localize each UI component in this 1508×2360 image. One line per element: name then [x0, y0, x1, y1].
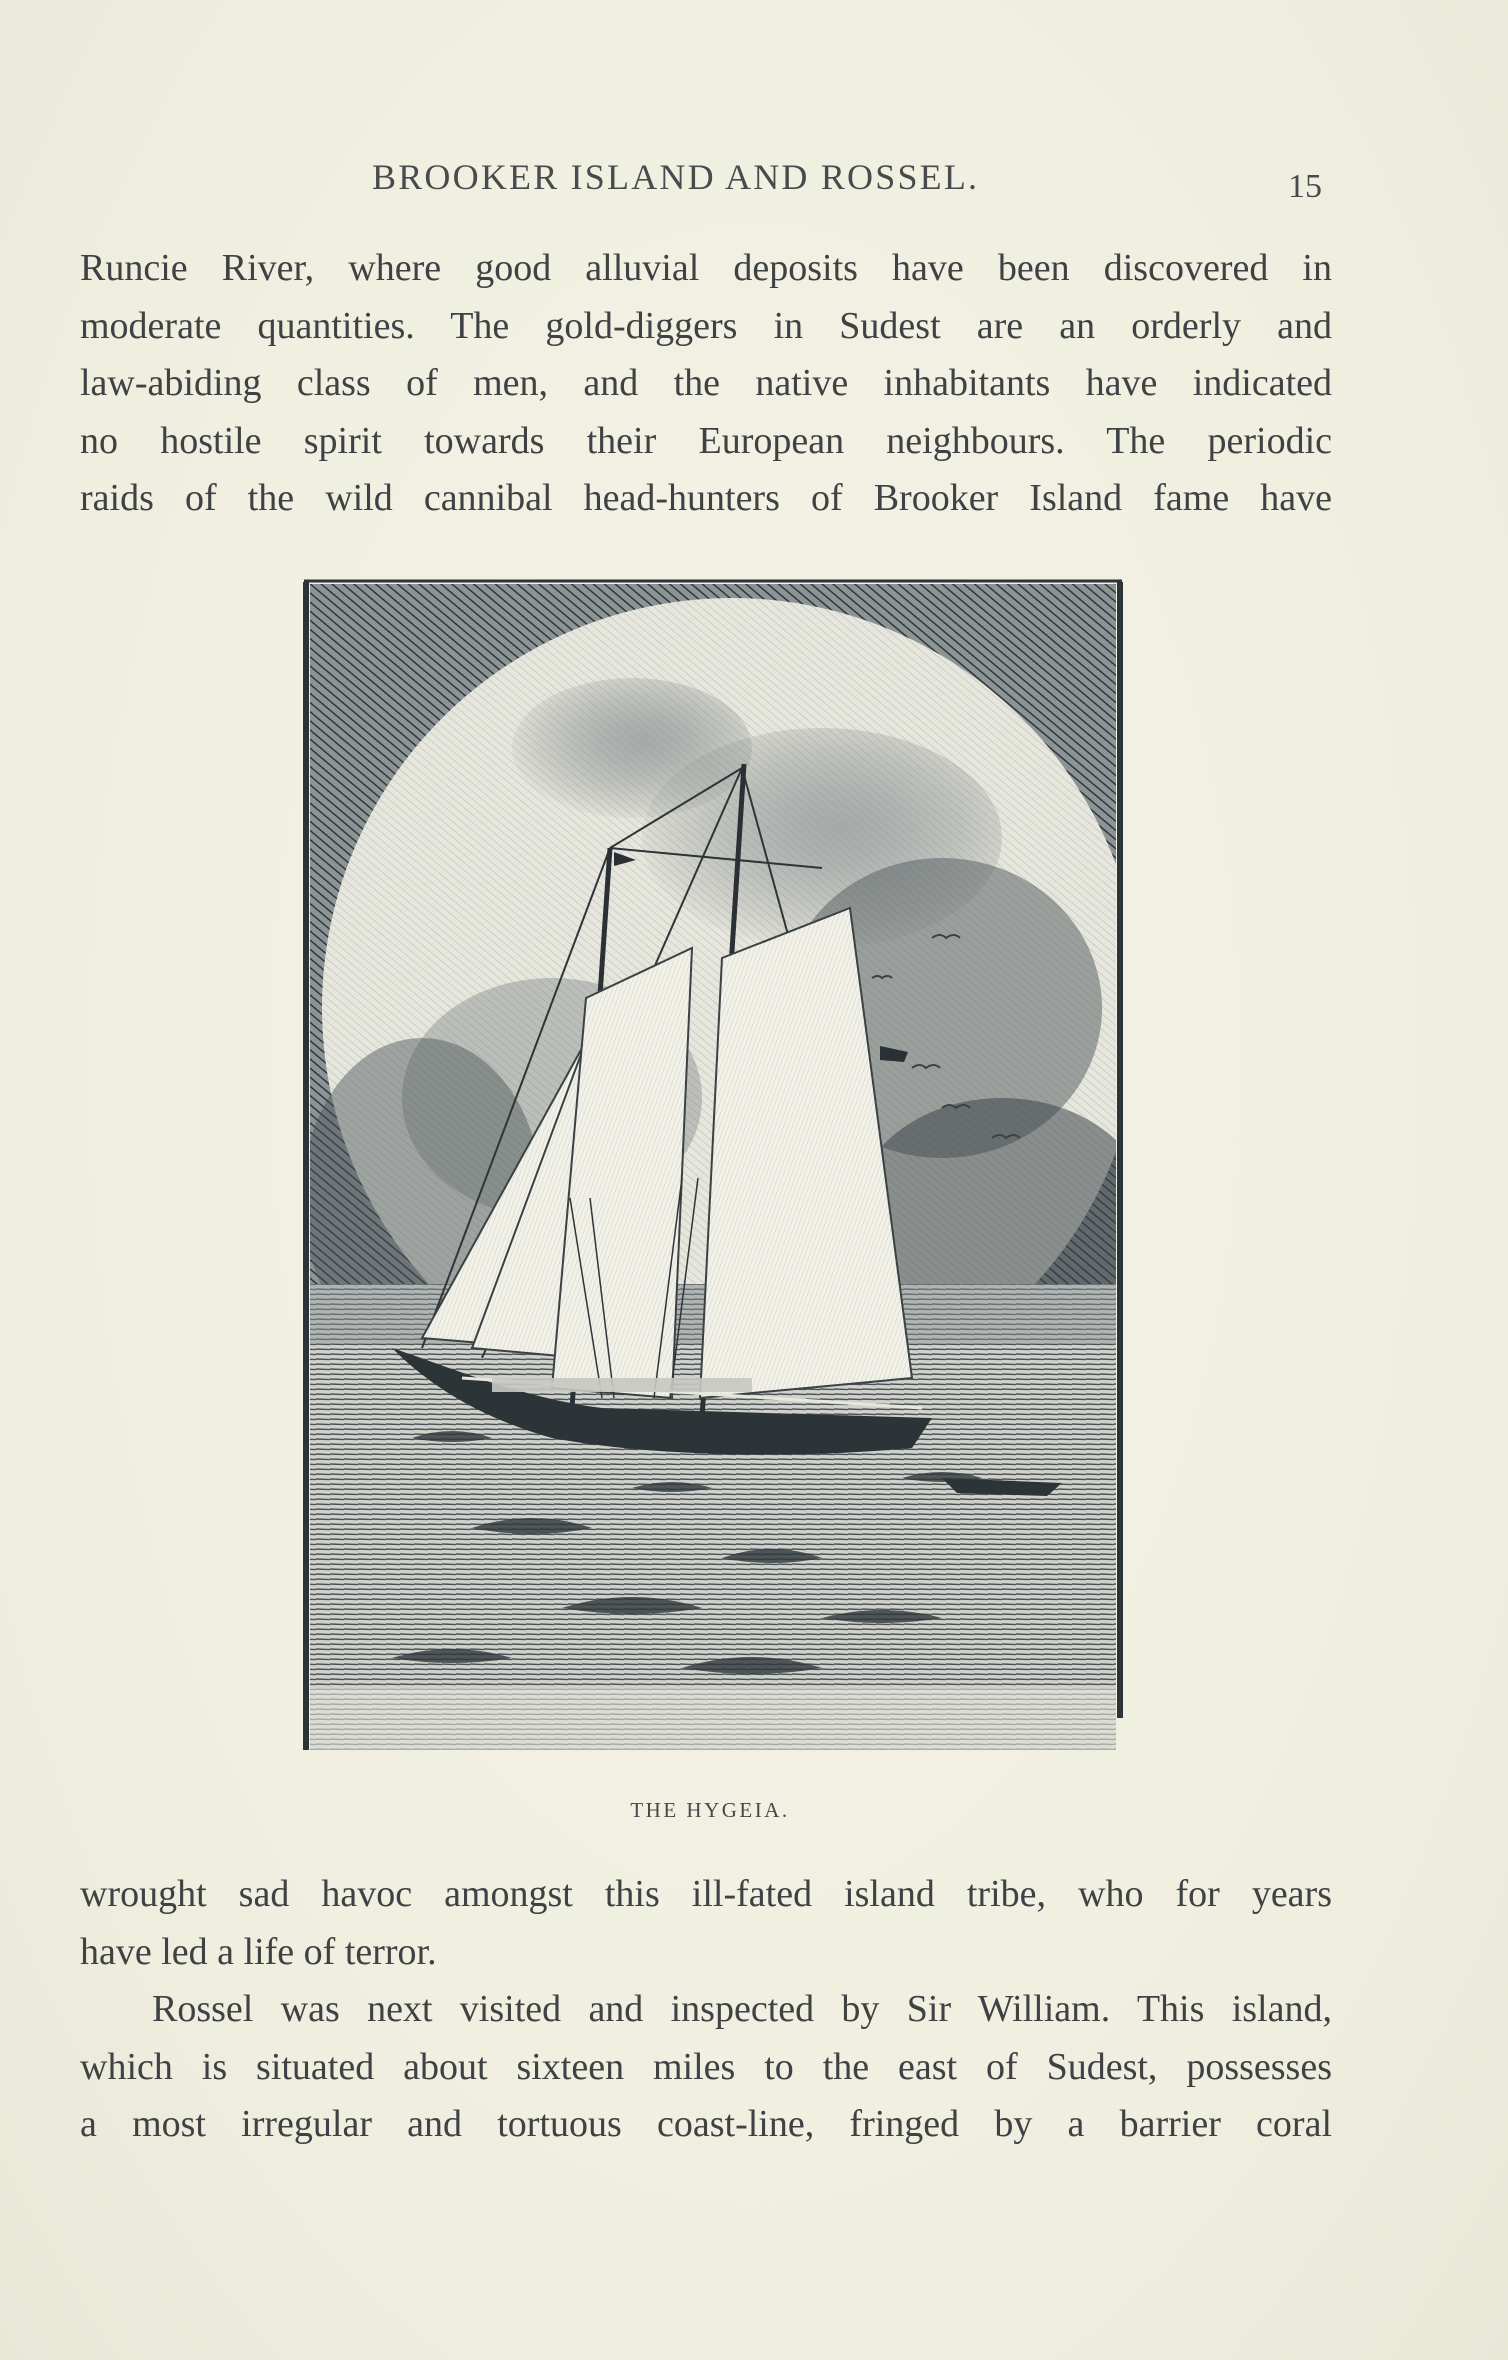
body-text-top — [80, 240, 1332, 528]
text-line: no hostile spirit towards their European neighbours. The periodic — [80, 419, 1332, 462]
text-line: have led a life of terror. — [80, 1930, 437, 1973]
figure-caption: THE HYGEIA. — [630, 1798, 790, 1822]
body-text-bottom — [80, 1866, 1332, 2154]
text-line: wrought sad havoc amongst this ill-fated island tribe, who for years — [80, 1873, 1332, 1915]
text-line: raids of the wild cannibal head-hunters of Brooker Island fame have — [80, 477, 1332, 519]
text-line: Rossel was next visited and inspected by Sir William. This island, — [152, 1988, 1332, 2030]
illustration-figure — [302, 578, 1124, 1756]
text-line: moderate quantities. The gold-diggers in Sudest are an orderly and — [80, 304, 1332, 347]
running-title: BROOKER ISLAND AND ROSSEL. — [372, 157, 980, 197]
text-line: which is situated about sixteen miles to the east of Sudest, possesses — [80, 2045, 1332, 2088]
text-line: Runcie River, where good alluvial deposits have been discovered in — [80, 247, 1332, 289]
text-line: law-abiding class of men, and the native inhabitants have indicated — [80, 362, 1332, 404]
schooner-engraving — [302, 578, 1124, 1756]
text-line: a most irregular and tortuous coast-line, fringed by a barrier coral — [80, 2103, 1332, 2145]
running-head — [0, 156, 1508, 206]
page-number: 15 — [1288, 168, 1322, 205]
